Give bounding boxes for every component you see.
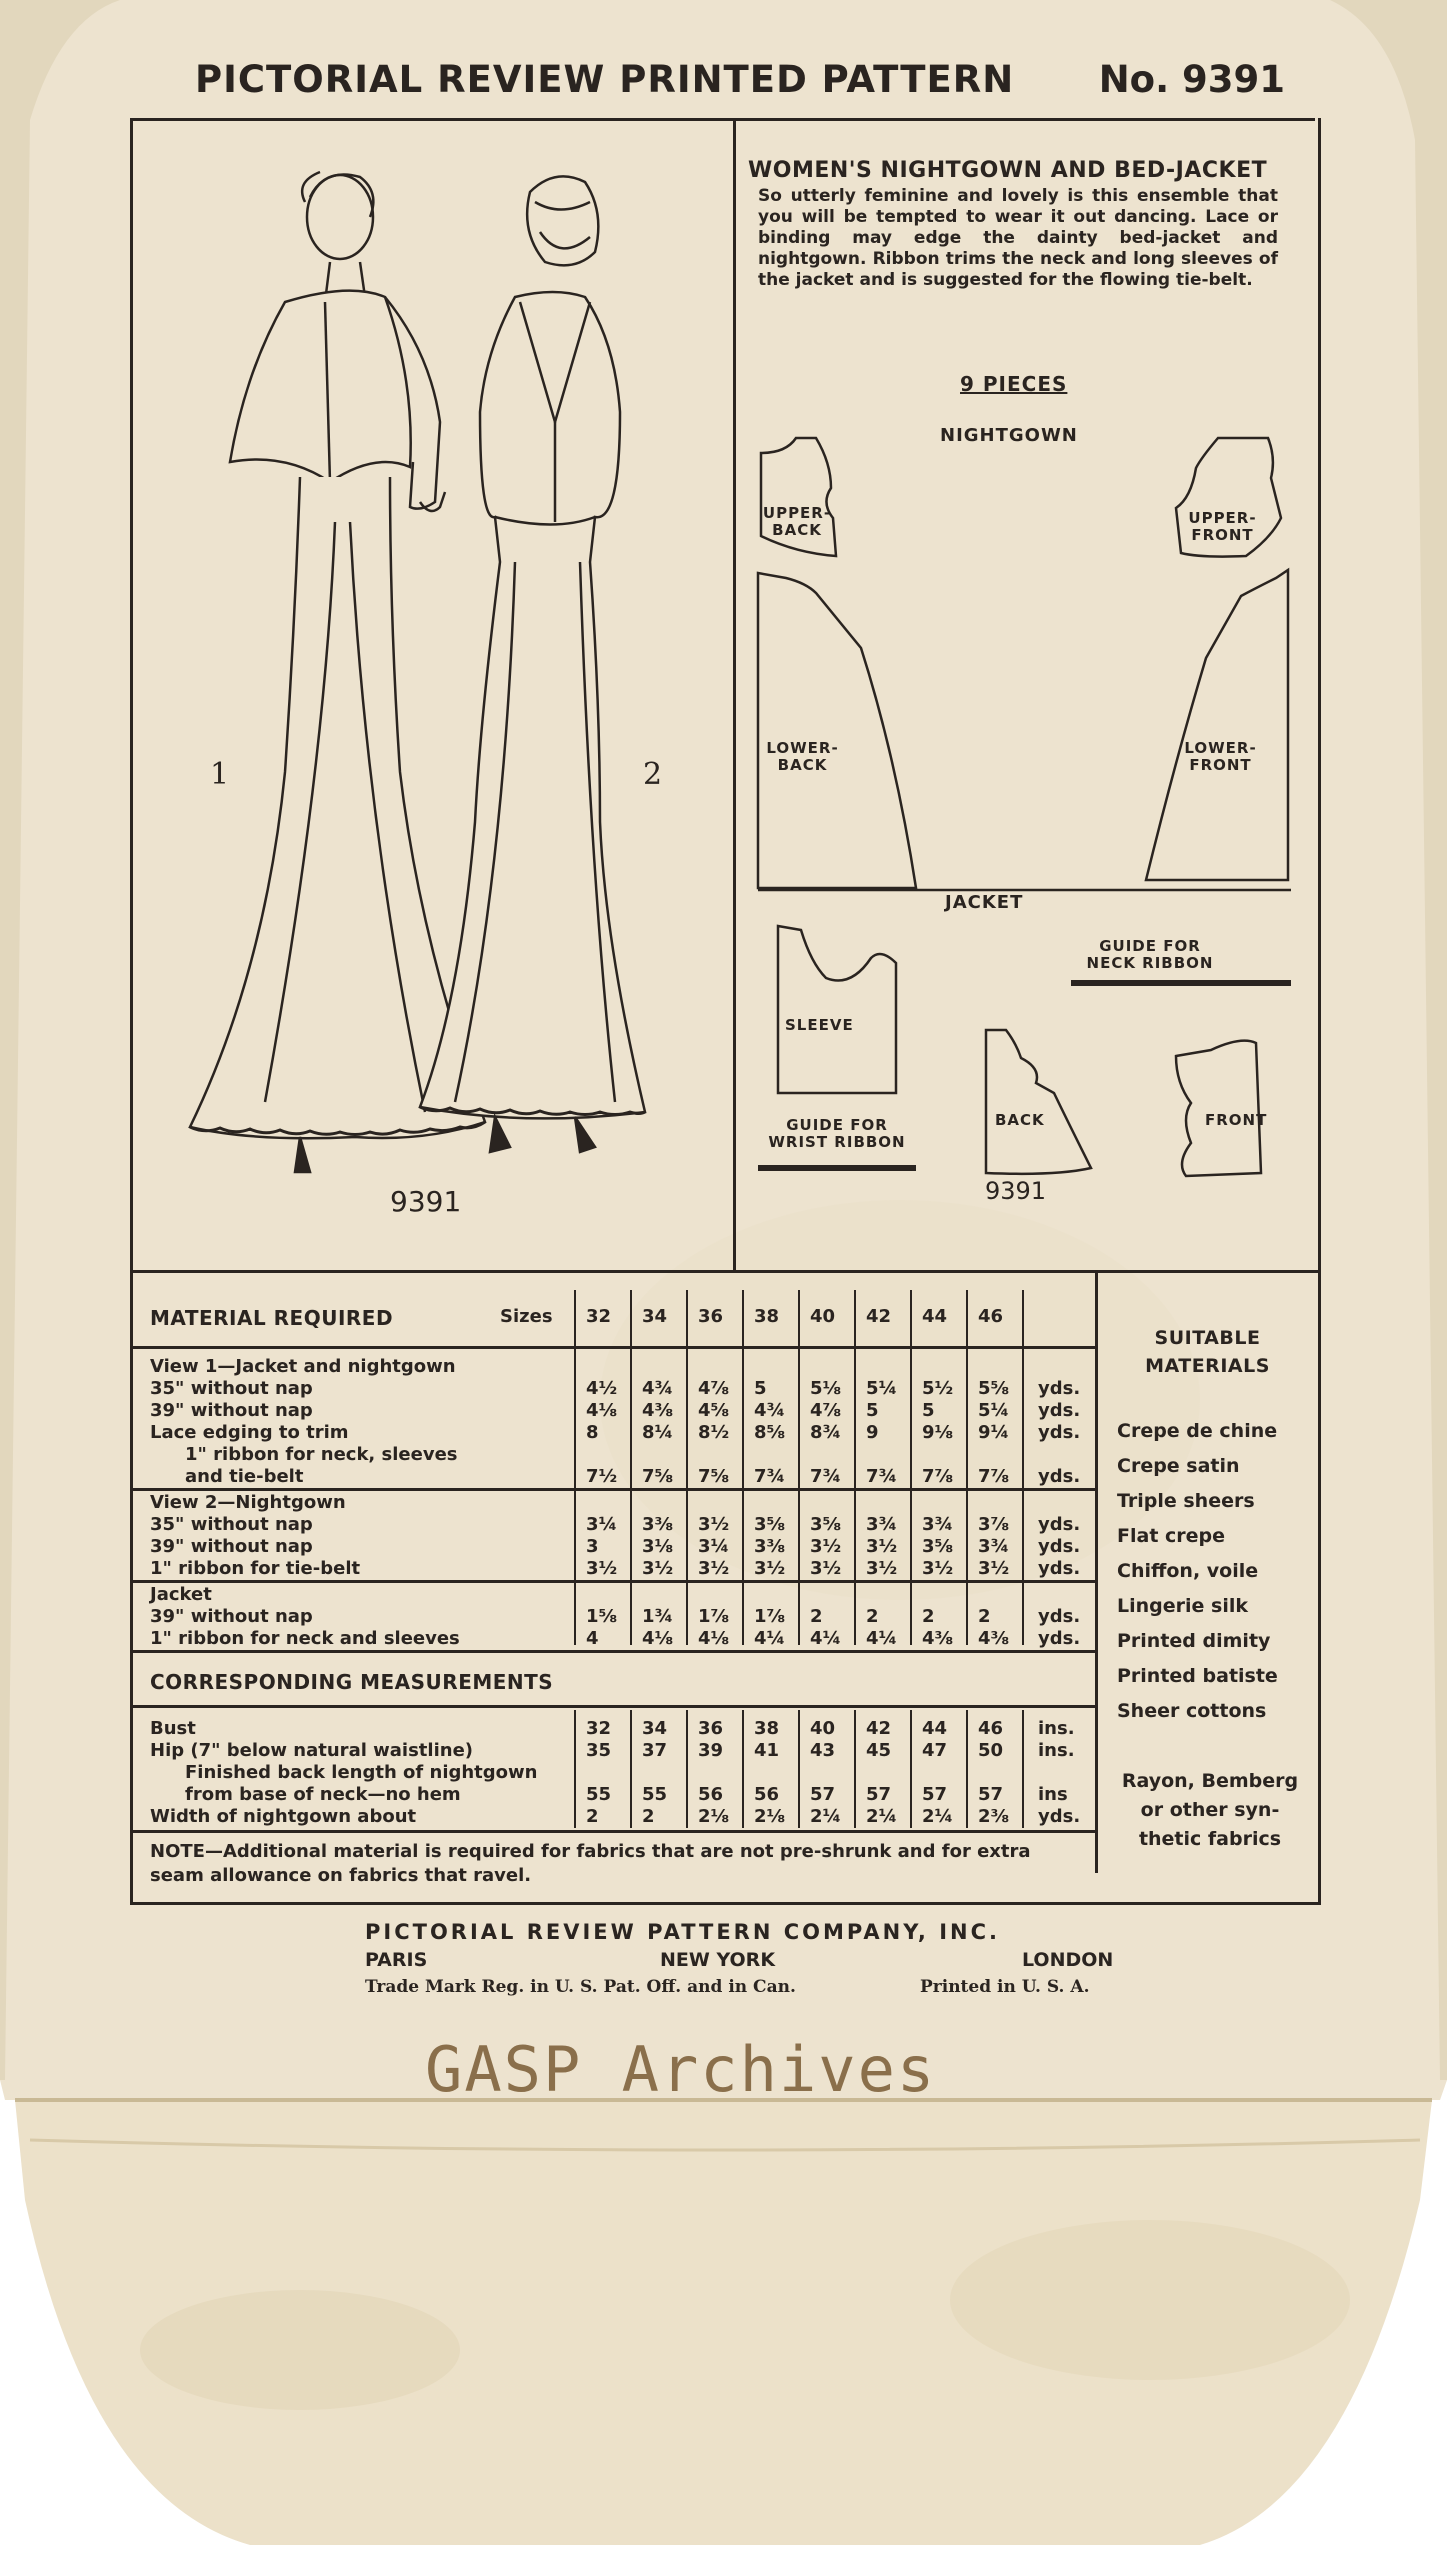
table-cell: 43 xyxy=(810,1740,836,1761)
table-cell: 8½ xyxy=(698,1422,730,1443)
suitable-divider xyxy=(1095,1273,1098,1873)
unit-label: ins xyxy=(1038,1784,1068,1805)
back-piece xyxy=(986,1030,1091,1174)
row-label: 35" without nap xyxy=(150,1514,313,1535)
table-cell: 42 xyxy=(866,1718,892,1739)
table-cell: 7½ xyxy=(586,1466,618,1487)
wrist-ribbon-label: GUIDE FOR WRIST RIBBON xyxy=(768,1116,906,1151)
table-cell: 3½ xyxy=(866,1558,898,1579)
size-header: 40 xyxy=(810,1306,836,1327)
table-cell: 46 xyxy=(978,1718,1004,1739)
table-cell: 56 xyxy=(754,1784,780,1805)
table-column-rule xyxy=(574,1710,576,1828)
table-cell: 41 xyxy=(754,1740,780,1761)
table-cell: 4¾ xyxy=(754,1400,786,1421)
table-cell: 8¼ xyxy=(642,1422,674,1443)
table-cell: 4¼ xyxy=(810,1628,842,1649)
row-label: 1" ribbon for neck, sleeves xyxy=(185,1444,458,1465)
table-cell: 2⅛ xyxy=(754,1806,786,1827)
table-cell: 55 xyxy=(586,1784,612,1805)
table-column-rule xyxy=(910,1710,912,1828)
table-cell: 3½ xyxy=(754,1558,786,1579)
table-column-rule xyxy=(742,1710,744,1828)
description-text: So utterly feminine and lovely is this ensemble that you will be tempted to wear it out dancing. Lace or binding may edge the dainty bed-jacket and nightgown. Ribbon trims the neck and long sleeves of the jacket and is suggested for the flowing tie-belt. xyxy=(758,186,1278,290)
pattern-number: No. 9391 xyxy=(1098,58,1285,101)
figure-view-2 xyxy=(420,176,645,1152)
table-cell: 9⅛ xyxy=(922,1422,954,1443)
material-item: Crepe de chine xyxy=(1117,1420,1278,1442)
row-label: Width of nightgown about xyxy=(150,1806,417,1827)
section-header: View 2—Nightgown xyxy=(150,1492,346,1513)
section-header: View 1—Jacket and nightgown xyxy=(150,1356,456,1377)
unit-label: yds. xyxy=(1038,1400,1081,1421)
unit-label: yds. xyxy=(1038,1606,1081,1627)
upper-back-label: UPPER-BACK xyxy=(762,504,832,539)
jacket-label: JACKET xyxy=(945,892,1024,913)
table-cell: 7¾ xyxy=(754,1466,786,1487)
section-header: Jacket xyxy=(150,1584,212,1605)
table-cell: 38 xyxy=(754,1718,780,1739)
table-cell: 3⅛ xyxy=(642,1536,674,1557)
sleeve-piece xyxy=(778,926,896,1093)
size-header: 34 xyxy=(642,1306,668,1327)
table-cell: 2 xyxy=(922,1606,935,1627)
table-rule xyxy=(133,1580,1095,1583)
view-1-number: 1 xyxy=(210,757,230,792)
table-cell: 1⅝ xyxy=(586,1606,618,1627)
table-cell: 3½ xyxy=(978,1558,1010,1579)
synthetic-note xyxy=(1110,1767,1310,1854)
lower-back-label: LOWER-BACK xyxy=(766,739,839,774)
table-cell: 57 xyxy=(810,1784,836,1805)
table-cell: 3½ xyxy=(642,1558,674,1579)
table-cell: 9 xyxy=(866,1422,879,1443)
table-cell: 5 xyxy=(922,1400,935,1421)
table-cell: 4⅛ xyxy=(586,1400,618,1421)
material-item: Printed batiste xyxy=(1117,1665,1278,1687)
row-label: and tie-belt xyxy=(185,1466,304,1487)
table-cell: 2¼ xyxy=(922,1806,954,1827)
material-item: Triple sheers xyxy=(1117,1490,1255,1512)
table-cell: 40 xyxy=(810,1718,836,1739)
fashion-illustration xyxy=(135,122,731,1267)
neck-ribbon-label: GUIDE FOR NECK RIBBON xyxy=(1086,937,1214,972)
table-cell: 5¼ xyxy=(978,1400,1010,1421)
pattern-pieces-diagram xyxy=(736,118,1316,1268)
printed-in-text: Printed in U. S. A. xyxy=(920,1977,1090,1997)
measurements-heading: CORRESPONDING MEASUREMENTS xyxy=(150,1670,554,1694)
table-column-rule xyxy=(966,1290,968,1645)
unit-label: yds. xyxy=(1038,1558,1081,1579)
front-piece xyxy=(1176,1041,1261,1176)
table-column-rule xyxy=(910,1290,912,1645)
table-cell: 4⅛ xyxy=(642,1628,674,1649)
table-cell: 3¼ xyxy=(586,1514,618,1535)
table-cell: 5 xyxy=(866,1400,879,1421)
pieces-count: 9 PIECES xyxy=(960,372,1068,396)
table-cell: 3½ xyxy=(866,1536,898,1557)
table-column-rule xyxy=(966,1710,968,1828)
row-label: Lace edging to trim xyxy=(150,1422,349,1443)
sizes-label: Sizes xyxy=(500,1306,553,1327)
table-cell: 57 xyxy=(922,1784,948,1805)
table-cell: 7⅞ xyxy=(922,1466,954,1487)
unit-label: yds. xyxy=(1038,1422,1081,1443)
rayon-line1: Rayon, Bemberg xyxy=(1121,1770,1299,1792)
material-required-heading: MATERIAL REQUIRED xyxy=(150,1306,394,1330)
table-cell: 2 xyxy=(586,1806,599,1827)
table-cell: 4¼ xyxy=(866,1628,898,1649)
table-cell: 5¼ xyxy=(866,1378,898,1399)
unit-label: yds. xyxy=(1038,1466,1081,1487)
trademark-text: Trade Mark Reg. in U. S. Pat. Off. and in Can. xyxy=(365,1977,796,1997)
table-cell: 2 xyxy=(866,1606,879,1627)
table-cell: 9¼ xyxy=(978,1422,1010,1443)
table-column-rule xyxy=(854,1290,856,1645)
table-cell: 4⅞ xyxy=(810,1400,842,1421)
table-cell: 8 xyxy=(586,1422,599,1443)
table-cell: 3⅞ xyxy=(978,1514,1010,1535)
row-label: from base of neck—no hem xyxy=(185,1784,461,1805)
company-name: PICTORIAL REVIEW PATTERN COMPANY, INC. xyxy=(365,1920,1000,1944)
unit-label: yds. xyxy=(1038,1806,1081,1827)
table-cell: 3¾ xyxy=(922,1514,954,1535)
table-cell: 2⅜ xyxy=(978,1806,1010,1827)
table-cell: 3 xyxy=(586,1536,599,1557)
row-label: 1" ribbon for tie-belt xyxy=(150,1558,361,1579)
size-header: 32 xyxy=(586,1306,612,1327)
row-label: 39" without nap xyxy=(150,1606,313,1627)
row-label: Bust xyxy=(150,1718,196,1739)
lower-front-piece xyxy=(1146,570,1288,880)
table-cell: 47 xyxy=(922,1740,948,1761)
table-cell: 4⅝ xyxy=(698,1400,730,1421)
nightgown-label: NIGHTGOWN xyxy=(940,425,1078,446)
table-column-rule xyxy=(630,1290,632,1645)
table-cell: 5⅛ xyxy=(810,1378,842,1399)
table-cell: 2⅛ xyxy=(698,1806,730,1827)
table-column-rule xyxy=(630,1710,632,1828)
table-cell: 7¾ xyxy=(866,1466,898,1487)
table-cell: 2¼ xyxy=(810,1806,842,1827)
table-cell: 55 xyxy=(642,1784,668,1805)
table-column-rule xyxy=(574,1290,576,1645)
table-rule xyxy=(133,1346,1095,1349)
view-2-number: 2 xyxy=(643,757,663,792)
table-cell: 3½ xyxy=(698,1514,730,1535)
size-header: 46 xyxy=(978,1306,1004,1327)
material-item: Flat crepe xyxy=(1117,1525,1226,1547)
table-cell: 37 xyxy=(642,1740,668,1761)
unit-label: yds. xyxy=(1038,1628,1081,1649)
pattern-header xyxy=(130,40,1315,121)
lower-back-piece xyxy=(758,573,916,888)
table-cell: 4 xyxy=(586,1628,599,1649)
table-cell: 1¾ xyxy=(642,1606,674,1627)
table-cell: 4⅜ xyxy=(642,1400,674,1421)
front-label: FRONT xyxy=(1205,1111,1268,1129)
table-cell: 3¾ xyxy=(866,1514,898,1535)
table-rule xyxy=(133,1830,1095,1833)
table-cell: 8¾ xyxy=(810,1422,842,1443)
table-cell: 34 xyxy=(642,1718,668,1739)
illustration-pattern-number: 9391 xyxy=(390,1185,462,1218)
row-label: 35" without nap xyxy=(150,1378,313,1399)
note-text: NOTE—Additional material is required for fabrics that are not pre-shrunk and for extra seam allowance on fabrics that ravel. xyxy=(150,1841,1031,1886)
table-cell: 3¾ xyxy=(978,1536,1010,1557)
row-label: 39" without nap xyxy=(150,1536,313,1557)
table-cell: 50 xyxy=(978,1740,1004,1761)
table-cell: 3¼ xyxy=(698,1536,730,1557)
table-cell: 4¾ xyxy=(642,1378,674,1399)
table-cell: 1⅞ xyxy=(698,1606,730,1627)
figure-view-1 xyxy=(190,172,485,1172)
city-new-york: NEW YORK xyxy=(660,1949,776,1971)
table-column-rule xyxy=(742,1290,744,1645)
table-cell: 35 xyxy=(586,1740,612,1761)
watermark: GASP Archives xyxy=(425,2033,937,2106)
table-rule xyxy=(133,1650,1095,1653)
suitable-title-line2: MATERIALS xyxy=(1145,1355,1270,1377)
unit-label: yds. xyxy=(1038,1378,1081,1399)
table-column-rule xyxy=(798,1290,800,1645)
table-rule xyxy=(133,1488,1095,1491)
table-column-rule xyxy=(854,1710,856,1828)
rayon-line3: thetic fabrics xyxy=(1138,1828,1282,1850)
row-label: Finished back length of nightgown xyxy=(185,1762,538,1783)
table-column-rule xyxy=(1022,1290,1024,1645)
table-cell: 32 xyxy=(586,1718,612,1739)
table-cell: 4⅜ xyxy=(978,1628,1010,1649)
table-cell: 4½ xyxy=(586,1378,618,1399)
material-item: Sheer cottons xyxy=(1117,1700,1267,1722)
table-cell: 3⅜ xyxy=(754,1536,786,1557)
lower-front-label: LOWER-FRONT xyxy=(1184,739,1257,774)
table-cell: 39 xyxy=(698,1740,724,1761)
table-cell: 57 xyxy=(978,1784,1004,1805)
table-cell: 44 xyxy=(922,1718,948,1739)
unit-label: ins. xyxy=(1038,1740,1075,1761)
table-cell: 3⅝ xyxy=(754,1514,786,1535)
unit-label: yds. xyxy=(1038,1536,1081,1557)
unit-label: yds. xyxy=(1038,1514,1081,1535)
sleeve-label: SLEEVE xyxy=(785,1016,854,1034)
table-cell: 57 xyxy=(866,1784,892,1805)
suitable-title-line1: SUITABLE xyxy=(1154,1327,1261,1349)
table-cell: 4⅜ xyxy=(922,1628,954,1649)
table-cell: 2 xyxy=(978,1606,991,1627)
description-title: WOMEN'S NIGHTGOWN AND BED-JACKET xyxy=(748,158,1268,183)
rayon-line2: or other syn- xyxy=(1140,1799,1280,1821)
table-cell: 1⅞ xyxy=(754,1606,786,1627)
table-cell: 3½ xyxy=(586,1558,618,1579)
table-column-rule xyxy=(686,1710,688,1828)
row-label: Hip (7" below natural waistline) xyxy=(150,1740,473,1761)
size-header: 36 xyxy=(698,1306,724,1327)
upper-front-label: UPPER-FRONT xyxy=(1188,509,1257,544)
table-cell: 3⅝ xyxy=(810,1514,842,1535)
city-paris: PARIS xyxy=(365,1949,428,1971)
table-column-rule xyxy=(686,1290,688,1645)
city-london: LONDON xyxy=(1022,1949,1114,1971)
table-cell: 2 xyxy=(810,1606,823,1627)
table-cell: 45 xyxy=(866,1740,892,1761)
table-cell: 56 xyxy=(698,1784,724,1805)
table-cell: 3½ xyxy=(810,1558,842,1579)
table-cell: 4⅛ xyxy=(698,1628,730,1649)
table-cell: 3½ xyxy=(698,1558,730,1579)
table-cell: 7⅝ xyxy=(698,1466,730,1487)
table-cell: 4¼ xyxy=(754,1628,786,1649)
table-column-rule xyxy=(1022,1710,1024,1828)
table-cell: 5½ xyxy=(922,1378,954,1399)
size-header: 44 xyxy=(922,1306,948,1327)
horizontal-divider xyxy=(130,1270,1318,1273)
table-cell: 7¾ xyxy=(810,1466,842,1487)
table-cell: 3⅝ xyxy=(922,1536,954,1557)
header-title: PICTORIAL REVIEW PRINTED PATTERN xyxy=(195,58,1015,101)
size-header: 42 xyxy=(866,1306,892,1327)
pieces-pattern-number: 9391 xyxy=(985,1177,1047,1205)
table-cell: 5 xyxy=(754,1378,767,1399)
table-cell: 36 xyxy=(698,1718,724,1739)
row-label: 1" ribbon for neck and sleeves xyxy=(150,1628,460,1649)
size-header: 38 xyxy=(754,1306,780,1327)
suitable-materials-heading xyxy=(1115,1324,1300,1380)
table-cell: 3⅜ xyxy=(642,1514,674,1535)
unit-label: ins. xyxy=(1038,1718,1075,1739)
table-cell: 2¼ xyxy=(866,1806,898,1827)
material-item: Chiffon, voile xyxy=(1117,1560,1259,1582)
table-cell: 7⅝ xyxy=(642,1466,674,1487)
table-cell: 5⅝ xyxy=(978,1378,1010,1399)
material-item: Lingerie silk xyxy=(1117,1595,1248,1617)
table-cell: 3½ xyxy=(810,1536,842,1557)
table-column-rule xyxy=(798,1710,800,1828)
material-item: Crepe satin xyxy=(1117,1455,1240,1477)
row-label: 39" without nap xyxy=(150,1400,313,1421)
table-cell: 3½ xyxy=(922,1558,954,1579)
table-cell: 8⅝ xyxy=(754,1422,786,1443)
material-item: Printed dimity xyxy=(1117,1630,1271,1652)
table-cell: 4⅞ xyxy=(698,1378,730,1399)
table-cell: 2 xyxy=(642,1806,655,1827)
table-rule xyxy=(133,1705,1095,1708)
back-label: BACK xyxy=(995,1111,1045,1129)
table-cell: 7⅞ xyxy=(978,1466,1010,1487)
